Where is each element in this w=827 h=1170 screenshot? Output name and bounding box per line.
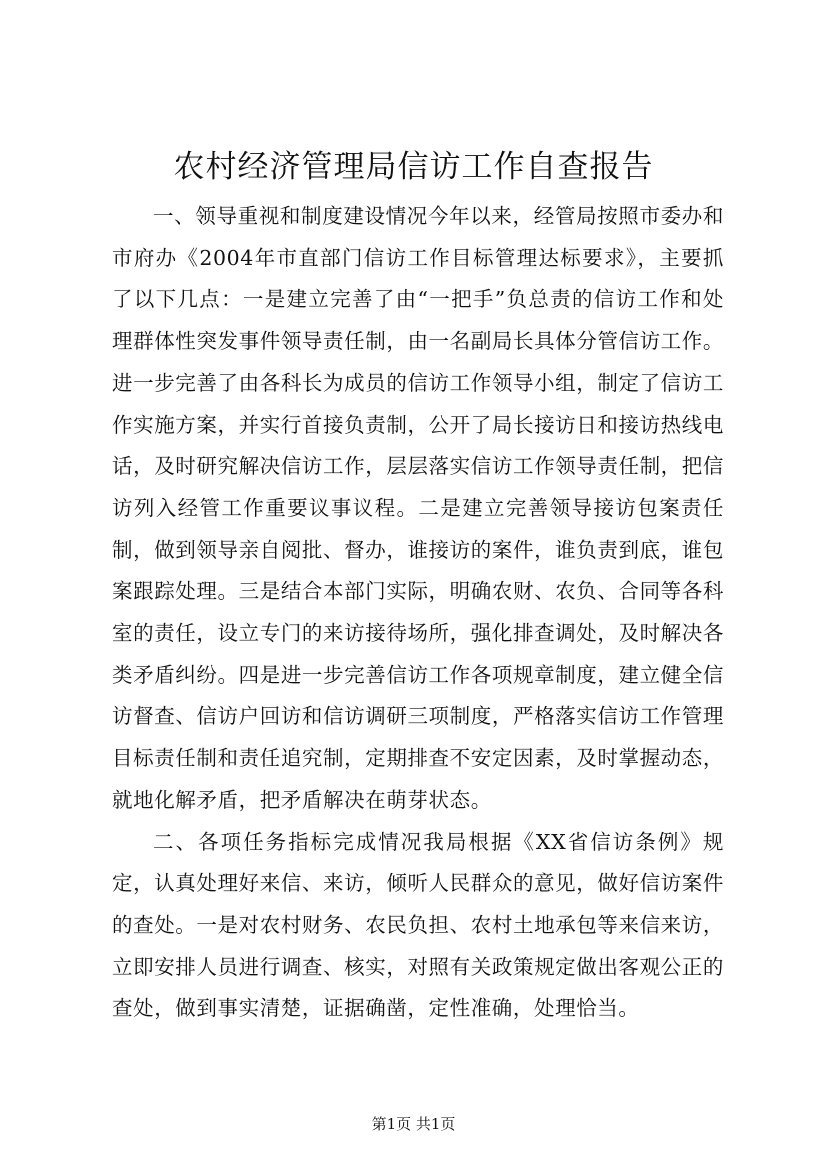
paragraph-2: 二、各项任务指标完成情况我局根据《XX省信访条例》规定，认真处理好来信、来访，倾听人民群众的意见，做好信访案件的查处。一是对农村财务、农民负担、农村土地承包等来信来访，立即安排人员进行调查、核实，对照有关政策规定做出客观公正的查处，做到事实清楚，证据确凿，定性准确，处理恰当。	[112, 829, 724, 1021]
document-body	[112, 196, 724, 1030]
paragraph-1: 一、领导重视和制度建设情况今年以来，经管局按照市委办和市府办《2004年市直部门信访工作目标管理达标要求》，主要抓了以下几点：一是建立完善了由“一把手”负总责的信访工作和处理群体性突发事件领导责任制，由一名副局长具体分管信访工作。进一步完善了由各科长为成员的信访工作领导小组，制定了信访工作实施方案，并实行首接负责制，公开了局长接访日和接访热线电话，及时研究解决信访工作，层层落实信访工作领导责任制，把信访列入经管工作重要议事议程。二是建立完善领导接访包案责任制，做到领导亲自阅批、督办，谁接访的案件，谁负责到底，谁包案跟踪处理。三是结合本部门实际，明确农财、农负、合同等各科室的责任，设立专门的来访接待场所，强化排查调处，及时解决各类矛盾纠纷。四是进一步完善信访工作各项规章制度，建立健全信访督查、信访户回访和信访调研三项制度，严格落实信访工作管理目标责任制和责任追究制，定期排查不安定因素，及时掌握动态，就地化解矛盾，把矛盾解决在萌芽状态。	[112, 204, 724, 812]
document-title: 农村经济管理局信访工作自查报告	[173, 149, 654, 185]
page-number-footer: 第1页 共1页	[371, 1115, 456, 1133]
